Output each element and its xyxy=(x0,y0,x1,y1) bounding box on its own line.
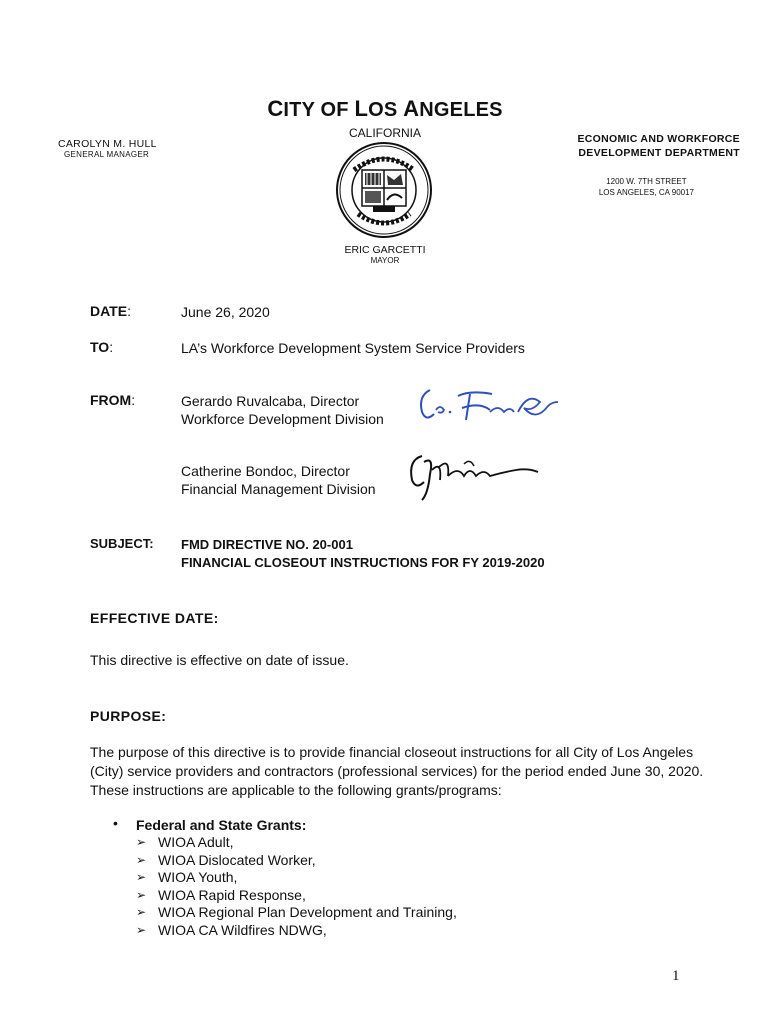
subject-value xyxy=(181,536,545,572)
grant-category-heading: Federal and State Grants: xyxy=(136,817,307,833)
signature-2-icon xyxy=(404,446,544,504)
to-value: LA’s Workforce Development System Service Providers xyxy=(181,340,525,356)
signature-1-icon xyxy=(400,382,560,430)
effective-date-text: This directive is effective on date of issue. xyxy=(90,652,349,668)
general-manager-title: GENERAL MANAGER xyxy=(64,150,150,159)
list-item: ➢ WIOA Dislocated Worker, xyxy=(136,851,316,868)
arrow-bullet-icon: ➢ xyxy=(136,905,147,920)
general-manager-name: CAROLYN M. HULL xyxy=(58,138,157,150)
subject-line-1: FMD DIRECTIVE NO. 20-001 xyxy=(181,537,353,552)
purpose-text: The purpose of this directive is to provide financial closeout instructions for all City of Los Angeles (City) service providers and contractors (professional services) for the period ended June 30, 2020. These instructions are applicable to the following grants/programs: xyxy=(90,744,704,798)
to-label: TO: xyxy=(90,339,114,355)
effective-date-heading: EFFECTIVE DATE: xyxy=(90,610,219,626)
department-address: 1200 W. 7TH STREET LOS ANGELES, CA 90017 xyxy=(598,177,694,197)
arrow-bullet-icon: ➢ xyxy=(136,887,147,902)
mayor-name: ERIC GARCETTI xyxy=(344,244,426,256)
arrow-bullet-icon: ➢ xyxy=(136,835,147,849)
list-item: ➢ WIOA Adult, xyxy=(136,834,234,850)
arrow-bullet-icon: ➢ xyxy=(136,870,147,885)
from-label: FROM: xyxy=(90,392,136,408)
page-number: 1 xyxy=(672,968,680,984)
subject-label: SUBJECT: xyxy=(90,536,154,551)
from-sender-2 xyxy=(181,462,376,498)
list-item: ➢ WIOA Rapid Response, xyxy=(136,886,306,903)
grant-list xyxy=(136,834,457,940)
list-item: ➢ WIOA Youth, xyxy=(136,869,238,886)
from-sender-1-division: Workforce Development Division xyxy=(181,411,384,427)
from-sender-2-name: Catherine Bondoc, Director xyxy=(181,463,350,479)
subject-line-2: FINANCIAL CLOSEOUT INSTRUCTIONS FOR FY 2019-2020 xyxy=(181,555,545,570)
list-item: ➢ WIOA CA Wildfires NDWG, xyxy=(136,921,327,938)
from-sender-1 xyxy=(181,392,384,428)
date-label: DATE: xyxy=(90,303,131,319)
from-sender-1-name: Gerardo Ruvalcaba, Director xyxy=(181,393,360,409)
city-title: CITY OF LOS ANGELES xyxy=(267,96,503,121)
list-item: ➢ WIOA Regional Plan Development and Training, xyxy=(136,904,457,921)
arrow-bullet-icon: ➢ xyxy=(136,852,147,867)
bullet-marker: • xyxy=(113,815,118,831)
date-value: June 26, 2020 xyxy=(181,304,270,320)
mayor-title: MAYOR xyxy=(370,256,400,265)
city-seal-icon xyxy=(334,140,434,240)
from-sender-2-division: Financial Management Division xyxy=(181,481,376,497)
state-label: CALIFORNIA xyxy=(348,126,421,140)
department-name: ECONOMIC AND WORKFORCE DEVELOPMENT DEPARTMENT xyxy=(577,133,740,159)
arrow-bullet-icon: ➢ xyxy=(136,922,147,937)
purpose-heading: PURPOSE: xyxy=(90,708,167,724)
